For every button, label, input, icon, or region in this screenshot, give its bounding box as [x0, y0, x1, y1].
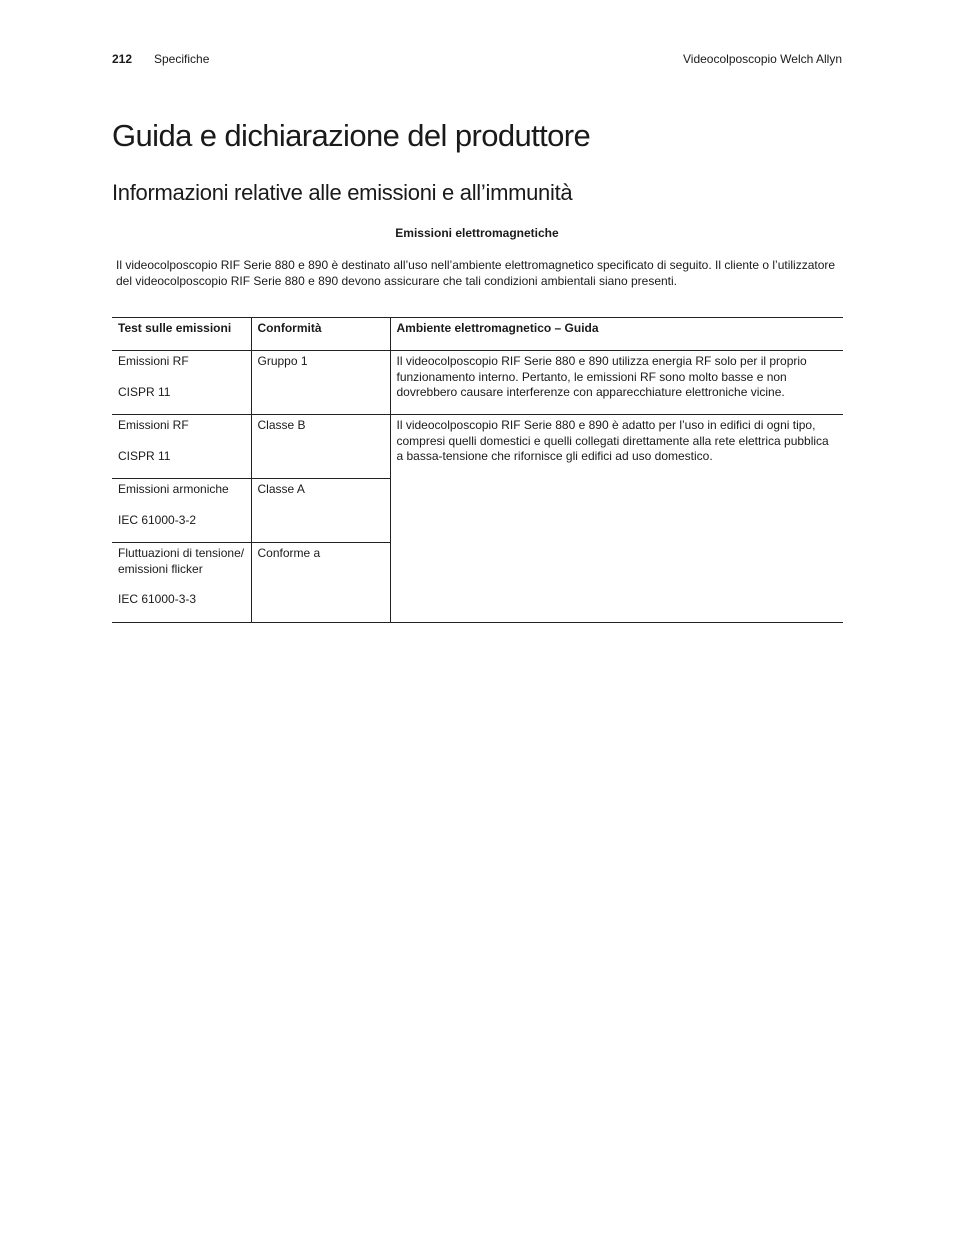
- document-title: Videocolposcopio Welch Allyn: [683, 52, 842, 66]
- header-compliance: Conformità: [251, 318, 390, 351]
- emissions-table: [112, 317, 843, 623]
- test-standard: CISPR 11: [118, 384, 171, 399]
- page-title: Guida e dichiarazione del produttore: [112, 118, 591, 153]
- compliance-cell: Conforme a: [251, 543, 390, 623]
- table-row: [112, 415, 843, 479]
- table-header-row: [112, 318, 843, 351]
- test-name: Emissioni RF: [118, 354, 189, 368]
- page-header: [112, 52, 842, 70]
- table-caption: Emissioni elettromagnetiche: [395, 226, 559, 240]
- table-row: [112, 351, 843, 415]
- header-test: Test sulle emissioni: [112, 318, 251, 351]
- compliance-cell: Classe A: [251, 479, 390, 543]
- intro-paragraph: Il videocolposcopio RIF Serie 880 e 890 è destinato all’uso nell’ambiente elettromagnetico specificato di seguito. Il cliente o l’utilizzatore del videocolposcopio RIF Serie 880 e 890 devono assicurare che tali condizioni ambientali siano presenti.: [116, 258, 836, 288]
- test-standard: IEC 61000-3-2: [118, 512, 197, 527]
- test-cell: [112, 415, 251, 479]
- section-name: Specifiche: [154, 52, 210, 66]
- section-subtitle: Informazioni relative alle emissioni e all’immunità: [112, 180, 573, 205]
- test-standard: CISPR 11: [118, 448, 171, 463]
- guidance-cell: Il videocolposcopio RIF Serie 880 e 890 utilizza energia RF solo per il proprio funzionamento interno. Pertanto, le emissioni RF sono molto basse e non dovrebbero causare interferenze con apparecchiature elettroniche vicine.: [390, 351, 843, 415]
- compliance-cell: Gruppo 1: [251, 351, 390, 415]
- compliance-cell: Classe B: [251, 415, 390, 479]
- test-name: Emissioni armoniche: [118, 482, 229, 496]
- test-name: Fluttuazioni di tensione/ emissioni flicker: [118, 546, 245, 576]
- test-cell: [112, 479, 251, 543]
- test-cell: [112, 351, 251, 415]
- test-cell: [112, 543, 251, 623]
- header-guidance: Ambiente elettromagnetico – Guida: [390, 318, 843, 351]
- page-number: 212: [112, 52, 133, 66]
- test-standard: IEC 61000-3-3: [118, 592, 197, 606]
- guidance-cell: Il videocolposcopio RIF Serie 880 e 890 è adatto per l’uso in edifici di ogni tipo, compresi quelli domestici e quelli collegati direttamente alla rete elettrica pubblica a bassa-tensione che rifornisce gli edifici ad uso domestico.: [390, 415, 843, 623]
- test-name: Emissioni RF: [118, 418, 189, 432]
